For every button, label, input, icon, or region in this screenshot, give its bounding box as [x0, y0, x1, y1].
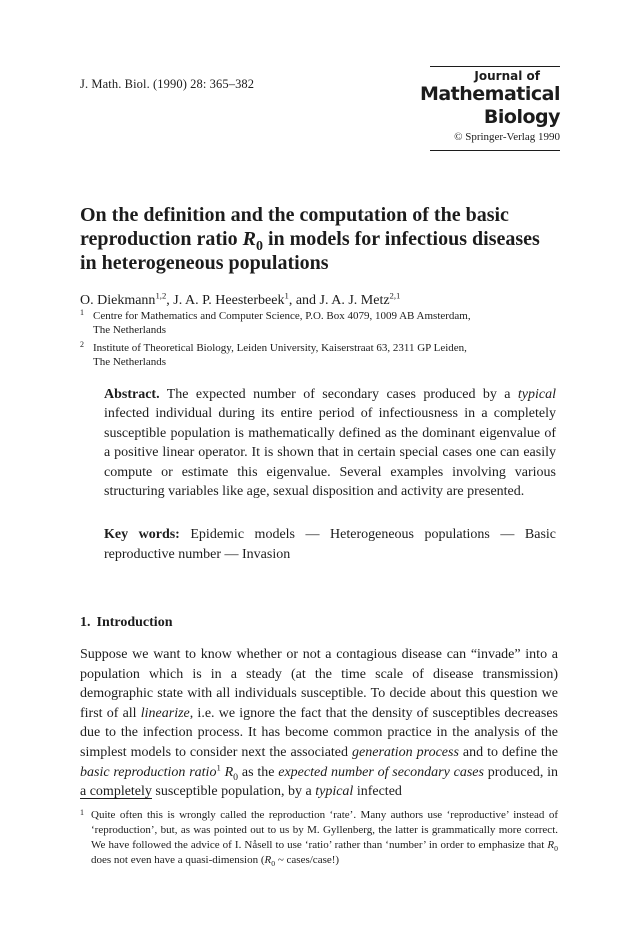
title-line-3: in heterogeneous populations [80, 252, 329, 274]
author-affiliation-marker: 1 [284, 290, 289, 301]
affiliation-1 [80, 309, 550, 337]
r-subscript: 0 [554, 844, 558, 854]
masthead-journal-of: Journal of [474, 69, 540, 83]
intro-emphasis: generation process [352, 744, 459, 760]
intro-text: produced, in a completely susceptible population, by a [80, 764, 559, 800]
affiliation-2 [80, 341, 550, 369]
footnote [80, 808, 558, 868]
publisher-copyright: © Springer-Verlag 1990 [454, 131, 560, 143]
footnote-text-3: ~ cases/case!) [275, 854, 340, 866]
intro-emphasis: expected number of secondary cases [278, 764, 484, 780]
keywords-text: Epidemic models — Heterogeneous populations — Basic reproductive number — Invasion [104, 527, 556, 562]
author-affiliation-marker: 2,1 [389, 290, 401, 301]
introduction-paragraph [80, 645, 558, 802]
author-name: J. A. J. Metz [319, 293, 390, 308]
footnote-number: 1 [80, 808, 84, 817]
section-title: Introduction [96, 615, 173, 630]
author-name: J. A. P. Heesterbeek [173, 293, 285, 308]
footnote-text-1: Quite often this is wrongly called the reproduction ‘rate’. Many authors use ‘reproductive’ instead of ‘reproduction’, but, as was pointed out to us by M. Gyllenberg, the latter is grammatically more correct. We have followed the advice of I. Nåsell to use ‘ratio’ rather than ‘number’ in order to emphasize that [91, 809, 558, 851]
masthead-top-rule [430, 66, 560, 67]
abstract [104, 385, 556, 501]
r-subscript: 0 [271, 859, 276, 869]
author-separator: , [166, 293, 174, 308]
masthead-mathematical: Mathematical [419, 83, 560, 105]
intro-text: and to define the [458, 744, 558, 760]
author-list [80, 290, 401, 309]
intro-text: , i.e. we ignore the fact that the density of susceptibles decreases due to the infection process. It has become common practice in the analysis of the simplest models to consider next the associated [80, 705, 558, 760]
title-r-subscript: 0 [255, 239, 263, 254]
author-affiliation-marker: 1,2 [155, 290, 167, 301]
masthead-bottom-rule [430, 150, 560, 151]
article-title [80, 203, 560, 275]
footnote-text [91, 808, 558, 868]
keywords [104, 525, 556, 565]
title-line-1: On the definition and the computation of the basic [80, 204, 509, 226]
abstract-label: Abstract. [104, 387, 160, 402]
footnote-rule [80, 798, 152, 799]
abstract-text-1: The expected number of secondary cases produced by a [159, 387, 518, 402]
footnote-text-2: does not even have a quasi-dimension ( [91, 854, 265, 866]
affiliation-number: 2 [80, 340, 84, 349]
footnote-marker: 1 [216, 761, 221, 772]
section-number: 1. [80, 615, 91, 630]
intro-emphasis: linearize [140, 705, 190, 721]
affiliation-text: Institute of Theoretical Biology, Leiden University, Kaiserstraat 63, 2311 GP Leiden, The Netherlands [93, 342, 467, 368]
abstract-emphasis: typical [517, 387, 556, 402]
abstract-text-2: infected individual during its entire period of infectiousness in a completely susceptible population is mathematically defined as the dominant eigenvalue of a positive linear operator. It is shown that in certain special cases one can easily compute or estimate this eigenvalue. Several examples involving various structuring variables like age, sexual disposition and activity are presented. [104, 406, 556, 500]
title-r-symbol: R [242, 228, 256, 250]
intro-text: as the [238, 764, 279, 780]
author-name: O. Diekmann [80, 293, 156, 308]
masthead-biology: Biology [483, 106, 560, 128]
r-subscript: 0 [233, 771, 239, 783]
intro-emphasis: basic reproduction ratio [80, 764, 217, 780]
author-separator: , and [288, 293, 320, 308]
affiliation-text: Centre for Mathematics and Computer Science, P.O. Box 4079, 1009 AB Amsterdam, The Netherlands [93, 310, 471, 336]
intro-text: infected [353, 784, 402, 800]
r-symbol: R [547, 839, 555, 851]
r-symbol: R [264, 854, 272, 866]
intro-text: Suppose we want to know whether or not a contagious disease can “invade” into a population which is in a steady (at the time scale of disease transmission) demographic state with all individuals susceptible. To decide about this question we first of all [80, 647, 558, 721]
intro-emphasis: typical [315, 784, 354, 800]
keywords-label: Key words: [104, 527, 180, 542]
journal-citation: J. Math. Biol. (1990) 28: 365–382 [80, 77, 255, 91]
title-line-2b: in models for infectious diseases [262, 228, 540, 250]
affiliation-number: 1 [80, 308, 84, 317]
title-line-2a: reproduction ratio [80, 228, 243, 250]
r-symbol: R [224, 764, 234, 780]
section-heading [80, 615, 172, 631]
